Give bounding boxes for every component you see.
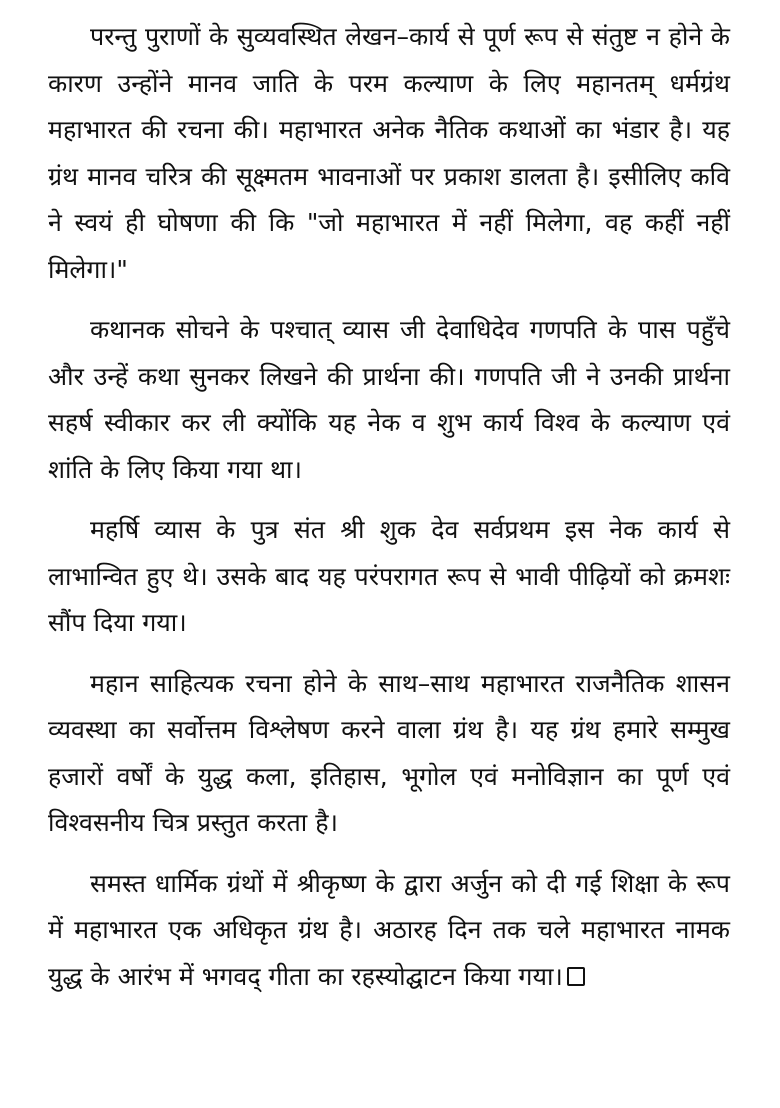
paragraph-1: परन्तु पुराणों के सुव्यवस्थित लेखन–कार्य से पूर्ण रूप से संतुष्ट न होने के कारण उन्होंने मानव जाति के परम कल्याण के लिए महानतम् धर्मग्रंथ महाभारत की रचना की। महाभारत अनेक नैतिक कथाओं का भंडार है। यह ग्रंथ मानव चरित्र की सूक्ष्मतम भावनाओं पर प्रकाश डालता है। इसीलिए कवि ने स्वयं ही घोषणा की कि "जो महाभारत में नहीं मिलेगा, वह कहीं नहीं मिलेगा।": [48, 22, 730, 284]
paragraph-3: महर्षि व्यास के पुत्र संत श्री शुक देव सर्वप्रथम इस नेक कार्य से लाभान्वित हुए थे। उसके बाद यह परंपरागत रूप से भावी पीढ़ियों को क्रमशः सौंप दिया गया।: [48, 515, 730, 637]
paragraph-4: महान साहित्यक रचना होने के साथ–साथ महाभारत राजनैतिक शासन व्यवस्था का सर्वोत्तम विश्लेषण करने वाला ग्रंथ है। यह ग्रंथ हमारे सम्मुख हजारों वर्षों के युद्ध कला, इतिहास, भूगोल एवं मनोविज्ञान का पूर्ण एवं विश्वसनीय चित्र प्रस्तुत करता है।: [48, 668, 730, 837]
document-page: [48, 14, 730, 1014]
paragraph-5: [48, 861, 730, 1001]
paragraph-2: कथानक सोचने के पश्चात् व्यास जी देवाधिदेव गणपति के पास पहुँचे और उन्हें कथा सुनकर लिखने की प्रार्थना की। गणपति जी ने उनकी प्रार्थना सहर्ष स्वीकार कर ली क्योंकि यह नेक व शुभ कार्य विश्व के कल्याण एवं शांति के लिए किया गया था।: [48, 315, 730, 484]
paragraph-5-text: समस्त धार्मिक ग्रंथों में श्रीकृष्ण के द्वारा अर्जुन को दी गई शिक्षा के रूप में महाभारत एक अधिकृत ग्रंथ है। अठारह दिन तक चले महाभारत नामक युद्ध के आरंभ में भगवद् गीता का रहस्योद्घाटन किया गया।: [48, 868, 730, 991]
end-of-section-square-icon: [567, 967, 585, 986]
